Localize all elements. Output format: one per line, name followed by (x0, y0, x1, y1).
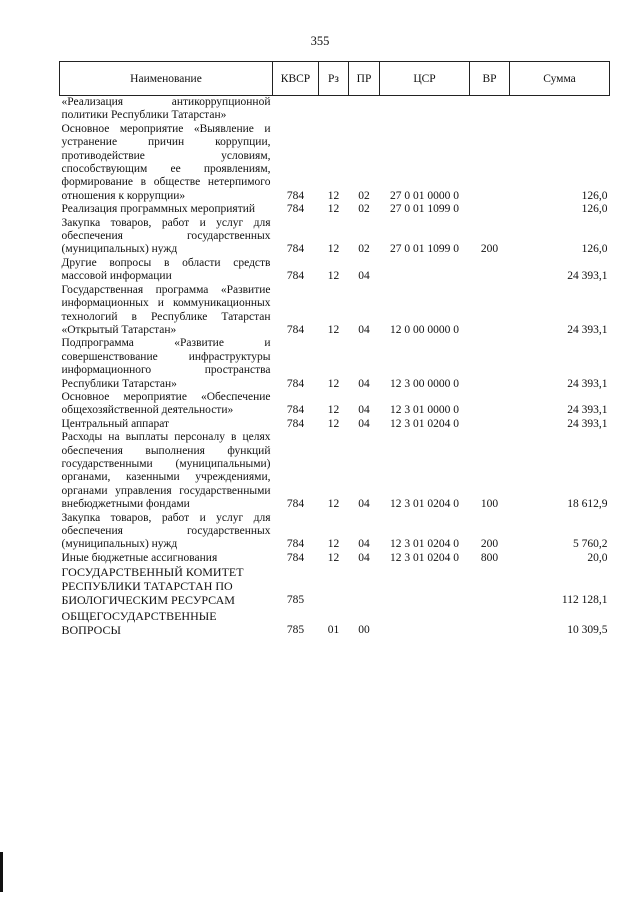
cell-sum: 112 128,1 (561, 593, 608, 606)
cell-kvsr: 784 (286, 404, 305, 417)
table-row (60, 123, 610, 203)
cell-csr: 12 3 01 0204 0 (390, 538, 459, 551)
cell-rz: 12 (327, 551, 340, 564)
cell-rz: 12 (327, 377, 340, 390)
cell-sum (510, 96, 610, 123)
cell-name: Закупка товаров, работ и услуг для обеспечения государственных (муниципальных) нужд (61, 216, 271, 256)
cell-pr: 04 (358, 323, 370, 336)
cell-pr: 04 (358, 417, 370, 430)
cell-csr (380, 609, 470, 637)
cell-sum: 24 393,1 (567, 417, 608, 430)
cell-rz: 12 (327, 323, 340, 336)
cell-csr: 12 3 01 0204 0 (390, 417, 459, 430)
cell-kvsr: 784 (286, 243, 305, 256)
cell-name: Закупка товаров, работ и услуг для обеспечения государственных (муниципальных) нужд (61, 511, 271, 551)
cell-kvsr: 784 (286, 189, 305, 202)
cell-rz (319, 565, 349, 607)
cell-vr (470, 418, 510, 431)
cell-kvsr: 784 (286, 417, 305, 430)
cell-kvsr: 785 (286, 623, 305, 636)
cell-rz: 12 (327, 243, 340, 256)
cell-csr: 12 3 01 0000 0 (390, 404, 459, 417)
table-row (60, 391, 610, 418)
cell-vr: 100 (480, 498, 499, 511)
cell-sum: 24 393,1 (567, 377, 608, 390)
cell-sum: 126,0 (581, 189, 608, 202)
cell-vr (470, 284, 510, 338)
cell-name: ГОСУДАРСТВЕННЫЙ КОМИТЕТ РЕСПУБЛИКИ ТАТАРСТАН ПО БИОЛОГИЧЕСКИМ РЕСУРСАМ (61, 565, 244, 608)
cell-sum: 24 393,1 (567, 404, 608, 417)
cell-name: Расходы на выплаты персоналу в целях обеспечения выполнения функций государственными (муниципальными) органами, казенными учреждениями, органами управления государственными внебюджетными фондами (61, 431, 271, 511)
cell-rz: 12 (327, 417, 340, 430)
cell-name: Подпрограмма «Развитие и совершенствование инфраструктуры информационного пространства Республики Татарстан» (61, 337, 271, 390)
cell-csr: 27 0 01 0000 0 (390, 189, 459, 202)
cell-sum: 126,0 (581, 203, 608, 216)
budget-table (59, 61, 610, 639)
cell-sum: 24 393,1 (567, 270, 608, 283)
cell-pr (349, 96, 380, 123)
cell-name: Центральный аппарат (61, 417, 170, 430)
table-header-row (60, 62, 610, 96)
cell-vr (470, 123, 510, 203)
column-header-kvsr: КВСР (273, 62, 319, 96)
cell-kvsr: 784 (286, 270, 305, 283)
cell-name: ОБЩЕГОСУДАРСТВЕННЫЕ ВОПРОСЫ (61, 609, 217, 638)
column-header-name: Наименование (60, 62, 273, 96)
table-row (60, 431, 610, 511)
cell-kvsr: 785 (286, 593, 305, 606)
cell-vr (470, 391, 510, 418)
cell-kvsr: 784 (286, 377, 305, 390)
cell-sum: 24 393,1 (567, 323, 608, 336)
cell-kvsr: 784 (286, 538, 305, 551)
table-row (60, 512, 610, 552)
cell-name: Иные бюджетные ассигнования (61, 551, 218, 564)
cell-csr: 12 3 01 0204 0 (390, 551, 459, 564)
column-header-rz: Рз (319, 62, 349, 96)
cell-pr: 04 (358, 498, 370, 511)
cell-rz: 12 (327, 404, 340, 417)
table-row (60, 96, 610, 123)
cell-pr: 04 (358, 377, 370, 390)
column-header-csr: ЦСР (380, 62, 470, 96)
scan-edge-mark (0, 852, 3, 892)
cell-pr: 00 (358, 623, 370, 636)
cell-name: Другие вопросы в области средств массовой информации (61, 256, 271, 283)
cell-rz (319, 96, 349, 123)
cell-name: Государственная программа «Развитие информационных и коммуникационных технологий в Республике Татарстан «Открытый Татарстан» (61, 283, 271, 336)
table-row (60, 284, 610, 338)
cell-csr: 12 3 01 0204 0 (390, 498, 459, 511)
cell-vr (470, 609, 510, 637)
cell-rz: 12 (327, 203, 340, 216)
cell-rz: 12 (327, 538, 340, 551)
row-spacer (60, 637, 610, 639)
cell-name: Основное мероприятие «Выявление и устранение причин коррупции, противодействие условиям, способствующим ее проявлениям, формирование в обществе нетерпимого отношения к коррупции» (61, 122, 271, 202)
cell-csr: 12 0 00 0000 0 (390, 323, 459, 336)
table-row (60, 337, 610, 391)
cell-vr (470, 337, 510, 391)
row-spacer-cell (60, 637, 610, 639)
cell-kvsr (273, 96, 319, 123)
cell-sum: 5 760,2 (573, 538, 608, 551)
cell-csr (380, 257, 470, 284)
cell-sum: 10 309,5 (567, 623, 608, 636)
cell-csr: 12 3 00 0000 0 (390, 377, 459, 390)
cell-name: Основное мероприятие «Обеспечение общехозяйственной деятельности» (61, 390, 271, 417)
cell-kvsr: 784 (286, 551, 305, 564)
table-row (60, 418, 610, 431)
cell-pr: 02 (358, 243, 370, 256)
cell-pr: 04 (358, 404, 370, 417)
cell-kvsr: 784 (286, 498, 305, 511)
cell-sum: 18 612,9 (567, 498, 608, 511)
cell-vr (470, 565, 510, 607)
cell-pr: 04 (358, 551, 370, 564)
cell-pr: 04 (358, 270, 370, 283)
cell-pr: 04 (358, 538, 370, 551)
cell-rz: 12 (327, 498, 340, 511)
cell-pr: 02 (358, 203, 370, 216)
cell-vr (470, 257, 510, 284)
table-body (60, 96, 610, 640)
cell-csr (380, 96, 470, 123)
cell-csr: 27 0 01 1099 0 (390, 243, 459, 256)
table-row (60, 257, 610, 284)
cell-kvsr: 784 (286, 203, 305, 216)
column-header-pr: ПР (349, 62, 380, 96)
table-row (60, 552, 610, 565)
cell-rz: 12 (327, 189, 340, 202)
cell-vr (470, 203, 510, 216)
cell-vr: 200 (480, 538, 499, 551)
cell-name: «Реализация антикоррупционной политики Республики Татарстан» (61, 96, 271, 122)
cell-rz: 01 (327, 623, 340, 636)
table-row (60, 217, 610, 257)
cell-csr (380, 565, 470, 607)
table-row (60, 203, 610, 216)
cell-csr: 27 0 01 1099 0 (390, 203, 459, 216)
cell-sum: 126,0 (581, 243, 608, 256)
cell-name: Реализация программных мероприятий (61, 203, 256, 216)
cell-vr: 800 (480, 551, 499, 564)
cell-pr: 02 (358, 189, 370, 202)
table-row (60, 609, 610, 637)
cell-vr: 200 (480, 243, 499, 256)
cell-kvsr: 784 (286, 323, 305, 336)
page-number: 355 (310, 34, 330, 48)
cell-vr (470, 96, 510, 123)
table-row (60, 565, 610, 607)
column-header-vr: ВР (470, 62, 510, 96)
cell-pr (349, 565, 380, 607)
cell-rz: 12 (327, 270, 340, 283)
column-header-sum: Сумма (510, 62, 610, 96)
cell-sum: 20,0 (587, 551, 608, 564)
